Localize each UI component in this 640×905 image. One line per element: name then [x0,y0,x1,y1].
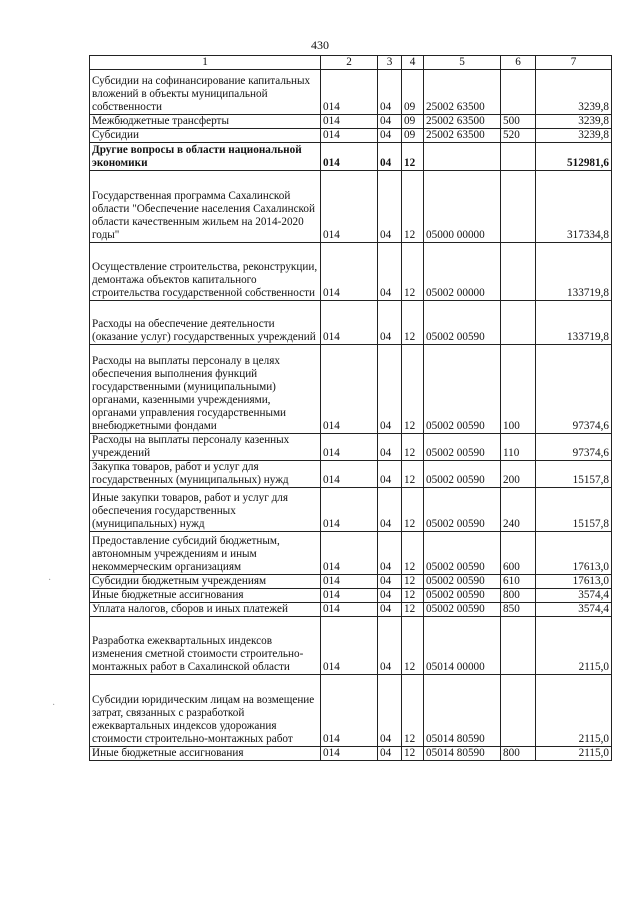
cell-subsection: 12 [402,532,424,575]
table-row [90,532,612,575]
header-col-5: 5 [424,56,501,70]
cell-description: Расходы на выплаты персоналу в целях обеспечения выполнения функций государственными (муниципальными) органами, казенными учреждениями, органами управления государственными внебюджетными фондами [90,345,321,434]
cell-description: Субсидии [90,129,321,143]
cell-target-article: 05002 00590 [424,575,501,589]
cell-expense-type: 200 [501,461,536,488]
cell-expense-type: 800 [501,747,536,761]
cell-description: Субсидии на софинансирование капитальных вложений в объекты муниципальной собственности [90,70,321,115]
table-row [90,575,612,589]
cell-subsection: 12 [402,434,424,461]
cell-description: Расходы на выплаты персоналу казенных учреждений [90,434,321,461]
header-col-4: 4 [402,56,424,70]
cell-target-article: 05002 00590 [424,345,501,434]
cell-description: Осуществление строительства, реконструкции, демонтажа объектов капитального строительства государственной собственности [90,243,321,301]
cell-amount: 317334,8 [536,171,612,243]
cell-section: 04 [378,675,402,747]
cell-expense-type: 600 [501,532,536,575]
scan-speck: · [52,700,56,711]
cell-subsection: 12 [402,747,424,761]
cell-amount: 2115,0 [536,675,612,747]
cell-ministry-code: 014 [321,129,378,143]
cell-description: Межбюджетные трансферты [90,115,321,129]
header-col-2: 2 [321,56,378,70]
table-row [90,461,612,488]
cell-section: 04 [378,617,402,675]
table-row [90,488,612,532]
cell-expense-type: 800 [501,589,536,603]
cell-ministry-code: 014 [321,675,378,747]
cell-description: Уплата налогов, сборов и иных платежей [90,603,321,617]
cell-expense-type: 500 [501,115,536,129]
cell-target-article: 05014 80590 [424,675,501,747]
cell-ministry-code: 014 [321,617,378,675]
cell-subsection: 12 [402,589,424,603]
cell-description: Иные бюджетные ассигнования [90,747,321,761]
cell-amount: 3239,8 [536,115,612,129]
cell-target-article: 25002 63500 [424,129,501,143]
cell-ministry-code: 014 [321,575,378,589]
cell-description: Субсидии бюджетным учреждениям [90,575,321,589]
cell-target-article: 05002 00590 [424,434,501,461]
table-row [90,747,612,761]
table-row [90,434,612,461]
cell-subsection: 12 [402,488,424,532]
cell-ministry-code: 014 [321,747,378,761]
cell-section: 04 [378,589,402,603]
cell-description: Расходы на обеспечение деятельности (оказание услуг) государственных учреждений [90,301,321,345]
cell-subsection: 12 [402,617,424,675]
cell-amount: 97374,6 [536,434,612,461]
cell-ministry-code: 014 [321,488,378,532]
cell-section: 04 [378,434,402,461]
table-row [90,70,612,115]
cell-section: 04 [378,171,402,243]
cell-target-article: 25002 63500 [424,115,501,129]
cell-target-article: 05002 00590 [424,461,501,488]
table-row [90,115,612,129]
cell-description: Иные закупки товаров, работ и услуг для обеспечения государственных (муниципальных) нужд [90,488,321,532]
cell-target-article: 05002 00590 [424,488,501,532]
cell-description: Государственная программа Сахалинской области "Обеспечение населения Сахалинской области качественным жильем на 2014-2020 годы" [90,171,321,243]
table-row [90,675,612,747]
cell-subsection: 09 [402,115,424,129]
cell-subsection: 09 [402,129,424,143]
cell-section: 04 [378,603,402,617]
cell-amount: 512981,6 [536,143,612,171]
cell-subsection: 09 [402,70,424,115]
cell-expense-type [501,70,536,115]
cell-amount: 97374,6 [536,345,612,434]
cell-expense-type [501,675,536,747]
cell-target-article: 25002 63500 [424,70,501,115]
header-col-1: 1 [90,56,321,70]
cell-expense-type: 240 [501,488,536,532]
cell-target-article: 05002 00590 [424,589,501,603]
cell-subsection: 12 [402,301,424,345]
cell-amount: 2115,0 [536,617,612,675]
cell-description: Другие вопросы в области национальной экономики [90,143,321,171]
cell-expense-type: 100 [501,345,536,434]
table-row [90,345,612,434]
table-row [90,589,612,603]
cell-ministry-code: 014 [321,171,378,243]
table-row [90,129,612,143]
cell-section: 04 [378,129,402,143]
cell-target-article: 05002 00000 [424,243,501,301]
cell-amount: 133719,8 [536,243,612,301]
cell-ministry-code: 014 [321,603,378,617]
table-row [90,243,612,301]
cell-ministry-code: 014 [321,115,378,129]
cell-section: 04 [378,461,402,488]
cell-target-article: 05002 00590 [424,532,501,575]
cell-target-article: 05000 00000 [424,171,501,243]
cell-description: Иные бюджетные ассигнования [90,589,321,603]
header-col-7: 7 [536,56,612,70]
cell-expense-type [501,243,536,301]
cell-amount: 3239,8 [536,70,612,115]
cell-description: Закупка товаров, работ и услуг для государственных (муниципальных) нужд [90,461,321,488]
cell-section: 04 [378,747,402,761]
cell-target-article: 05002 00590 [424,301,501,345]
cell-section: 04 [378,488,402,532]
cell-amount: 3574,4 [536,589,612,603]
cell-expense-type: 610 [501,575,536,589]
cell-subsection: 12 [402,461,424,488]
cell-ministry-code: 014 [321,301,378,345]
cell-target-article: 05002 00590 [424,603,501,617]
cell-section: 04 [378,532,402,575]
cell-ministry-code: 014 [321,345,378,434]
budget-table [89,55,612,761]
table-row [90,143,612,171]
cell-subsection: 12 [402,143,424,171]
cell-ministry-code: 014 [321,143,378,171]
scan-speck: · [48,575,52,586]
cell-target-article [424,143,501,171]
header-col-6: 6 [501,56,536,70]
cell-ministry-code: 014 [321,532,378,575]
cell-amount: 2115,0 [536,747,612,761]
table-row [90,171,612,243]
cell-subsection: 12 [402,603,424,617]
cell-expense-type: 110 [501,434,536,461]
cell-amount: 17613,0 [536,575,612,589]
table-body [90,70,612,761]
cell-ministry-code: 014 [321,589,378,603]
table-row [90,603,612,617]
cell-subsection: 12 [402,675,424,747]
header-col-3: 3 [378,56,402,70]
cell-target-article: 05014 80590 [424,747,501,761]
cell-expense-type [501,301,536,345]
cell-subsection: 12 [402,243,424,301]
table-row [90,301,612,345]
cell-section: 04 [378,575,402,589]
cell-ministry-code: 014 [321,434,378,461]
cell-ministry-code: 014 [321,461,378,488]
cell-section: 04 [378,243,402,301]
cell-section: 04 [378,345,402,434]
cell-description: Предоставление субсидий бюджетным, автономным учреждениям и иным некоммерческим организациям [90,532,321,575]
cell-amount: 133719,8 [536,301,612,345]
cell-expense-type [501,171,536,243]
cell-amount: 15157,8 [536,488,612,532]
cell-expense-type [501,617,536,675]
cell-description: Разработка ежеквартальных индексов изменения сметной стоимости строительно-монтажных работ в Сахалинской области [90,617,321,675]
cell-section: 04 [378,143,402,171]
page-number: 430 [311,38,329,52]
cell-amount: 15157,8 [536,461,612,488]
cell-expense-type: 520 [501,129,536,143]
cell-section: 04 [378,70,402,115]
cell-description: Субсидии юридическим лицам на возмещение затрат, связанных с разработкой ежеквартальных индексов удорожания стоимости строительно-монтажных работ [90,675,321,747]
cell-ministry-code: 014 [321,70,378,115]
cell-subsection: 12 [402,575,424,589]
cell-expense-type: 850 [501,603,536,617]
cell-section: 04 [378,301,402,345]
cell-subsection: 12 [402,171,424,243]
cell-expense-type [501,143,536,171]
cell-target-article: 05014 00000 [424,617,501,675]
cell-amount: 3239,8 [536,129,612,143]
cell-amount: 17613,0 [536,532,612,575]
table-header-row [90,56,612,70]
cell-subsection: 12 [402,345,424,434]
table-row [90,617,612,675]
cell-ministry-code: 014 [321,243,378,301]
cell-amount: 3574,4 [536,603,612,617]
cell-section: 04 [378,115,402,129]
